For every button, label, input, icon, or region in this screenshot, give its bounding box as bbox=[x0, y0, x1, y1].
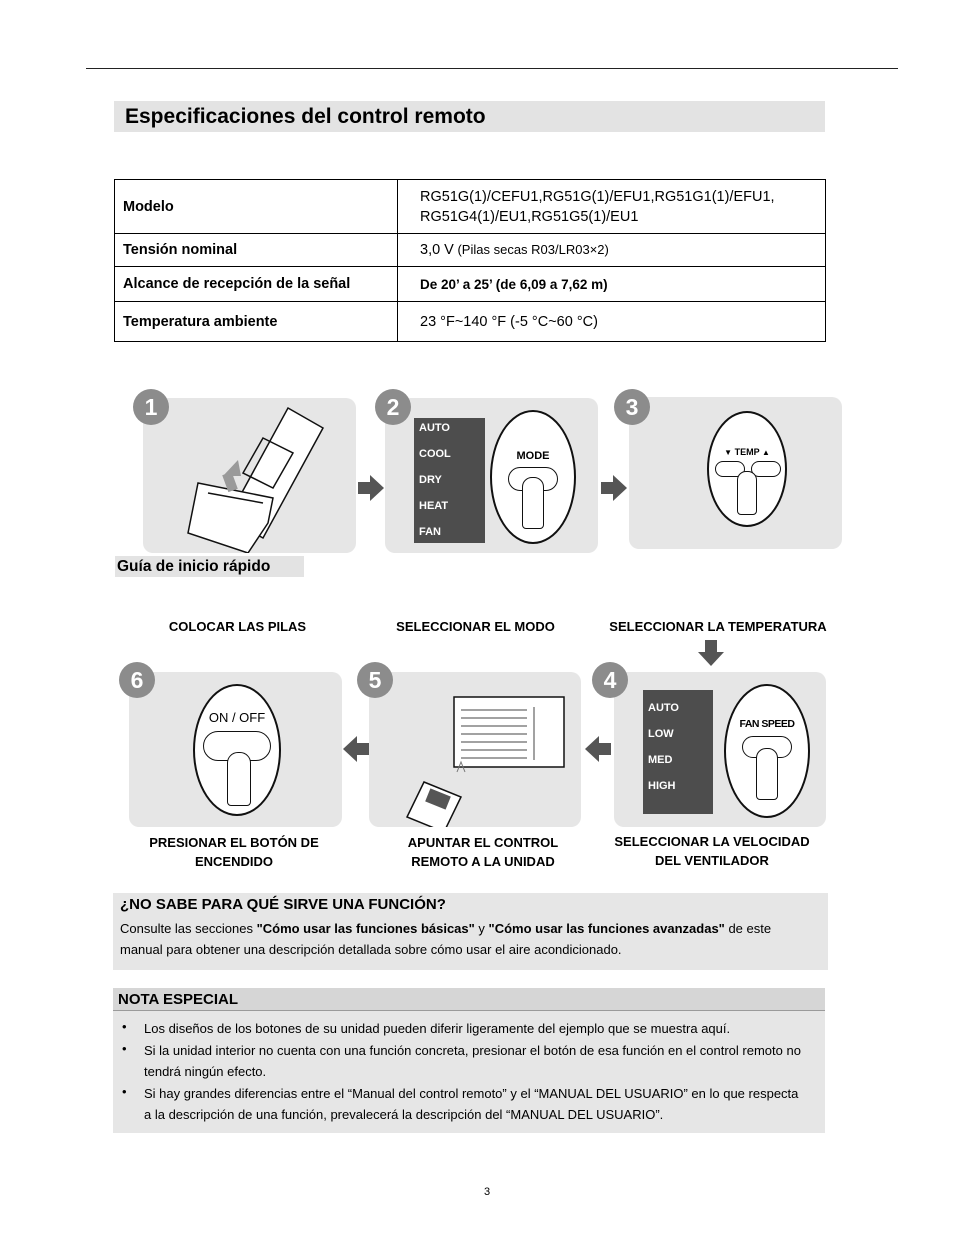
note-box bbox=[113, 988, 825, 1133]
arrow-left-icon bbox=[585, 736, 599, 762]
temp-down-icon: ▼ bbox=[724, 448, 733, 457]
step-badge: 6 bbox=[119, 662, 155, 698]
speed-high: HIGH bbox=[648, 780, 676, 792]
spec-label: Modelo bbox=[115, 180, 398, 234]
mode-cool: COOL bbox=[419, 448, 451, 460]
step-1-panel bbox=[143, 398, 356, 553]
info-title: ¿NO SABE PARA QUÉ SIRVE UNA FUNCIÓN? bbox=[120, 896, 446, 913]
mode-list bbox=[414, 418, 485, 543]
info-text-part: y bbox=[474, 921, 489, 936]
step-4-caption bbox=[598, 832, 826, 870]
table-row bbox=[115, 267, 826, 302]
list-item bbox=[119, 1083, 809, 1126]
mode-fan: FAN bbox=[419, 526, 441, 538]
arrow-left-icon bbox=[343, 736, 357, 762]
step-6-panel bbox=[129, 672, 342, 827]
step-2-caption: SELECCIONAR EL MODO bbox=[396, 619, 555, 634]
step-badge: 2 bbox=[375, 389, 411, 425]
top-rule bbox=[86, 68, 898, 69]
guide-title: Guía de inicio rápido bbox=[115, 556, 304, 577]
spec-value bbox=[398, 180, 826, 234]
bullet-icon: • bbox=[122, 1083, 127, 1099]
finger-icon bbox=[227, 752, 251, 806]
note-title: NOTA ESPECIAL bbox=[118, 991, 239, 1008]
bullet-icon: • bbox=[122, 1040, 127, 1056]
caption-line: ENCENDIDO bbox=[194, 854, 273, 869]
info-text-part: de este manual para obtener una descripción detallada sobre cómo usar el aire acondicionado. bbox=[120, 921, 772, 957]
mode-oval bbox=[490, 410, 576, 544]
speed-auto: AUTO bbox=[648, 702, 679, 714]
finger-icon bbox=[737, 471, 757, 515]
speed-med: MED bbox=[648, 754, 673, 766]
finger-icon bbox=[756, 748, 778, 800]
temp-button-label: TEMP bbox=[734, 447, 760, 457]
spec-value: De 20’ a 25’ (de 6,09 a 7,62 m) bbox=[398, 267, 826, 302]
step-4-panel bbox=[614, 672, 826, 827]
info-text-part: Consulte las secciones bbox=[120, 921, 257, 936]
caption-line: DEL VENTILADOR bbox=[655, 853, 769, 868]
spec-value-line: RG51G(1)/CEFU1,RG51G(1)/EFU1,RG51G1(1)/EFU1, bbox=[420, 188, 775, 205]
battery-remote-illustration bbox=[143, 398, 356, 553]
arrow-right-icon bbox=[613, 475, 627, 501]
caption-line: SELECCIONAR LA VELOCIDAD bbox=[614, 834, 810, 849]
arrow-down-icon bbox=[698, 652, 724, 666]
table-row bbox=[115, 234, 826, 267]
step-badge: 1 bbox=[133, 389, 169, 425]
mode-heat: HEAT bbox=[419, 500, 449, 512]
mode-dry: DRY bbox=[419, 474, 442, 486]
step-5-caption bbox=[383, 833, 583, 871]
table-row bbox=[115, 302, 826, 342]
step-3-caption: SELECCIONAR LA TEMPERATURA bbox=[609, 619, 827, 634]
spec-value-detail: (Pilas secas R03/LR03×2) bbox=[453, 242, 609, 257]
caption-line: PRESIONAR EL BOTÓN DE bbox=[149, 835, 319, 850]
step-6-caption bbox=[134, 833, 334, 871]
note-list bbox=[119, 1018, 809, 1126]
arrow-right-icon bbox=[370, 475, 384, 501]
finger-icon bbox=[522, 477, 544, 529]
spec-value-main: 3,0 V bbox=[420, 242, 454, 258]
info-link-basic: "Cómo usar las funciones básicas" bbox=[256, 921, 475, 936]
note-header bbox=[113, 988, 825, 1011]
caption-line: APUNTAR EL CONTROL bbox=[407, 835, 559, 850]
info-box bbox=[113, 893, 828, 970]
step-badge: 4 bbox=[592, 662, 628, 698]
step-3-panel bbox=[629, 397, 842, 549]
spec-value bbox=[398, 234, 826, 267]
note-text: Los diseños de los botones de su unidad pueden diferir ligeramente del ejemplo que se muestra aquí. bbox=[144, 1021, 731, 1036]
spec-label: Tensión nominal bbox=[115, 234, 398, 267]
spec-label: Alcance de recepción de la señal bbox=[115, 267, 398, 302]
spec-label: Temperatura ambiente bbox=[115, 302, 398, 342]
speed-low: LOW bbox=[648, 728, 674, 740]
page-number: 3 bbox=[483, 1186, 491, 1198]
step-badge: 5 bbox=[357, 662, 393, 698]
fan-speed-button-label: FAN SPEED bbox=[739, 718, 795, 730]
section-title: Especificaciones del control remoto bbox=[114, 101, 825, 132]
list-item bbox=[119, 1040, 809, 1083]
mode-auto: AUTO bbox=[419, 422, 450, 434]
spec-value: 23 °F~140 °F (-5 °C~60 °C) bbox=[398, 302, 826, 342]
temp-up-icon: ▲ bbox=[761, 448, 770, 457]
note-text: Si la unidad interior no cuenta con una función concreta, presionar el botón de esa función en el control remoto no tendrá ningún efecto. bbox=[144, 1042, 801, 1079]
step-1-caption: COLOCAR LAS PILAS bbox=[168, 619, 307, 634]
temp-row bbox=[709, 447, 785, 457]
spec-value-line: RG51G4(1)/EU1,RG51G5(1)/EU1 bbox=[420, 208, 639, 225]
temp-oval bbox=[707, 411, 787, 527]
info-text bbox=[120, 918, 815, 960]
air-conditioner-illustration bbox=[369, 672, 581, 827]
list-item bbox=[119, 1018, 809, 1040]
step-badge: 3 bbox=[614, 389, 650, 425]
bullet-icon: • bbox=[122, 1019, 127, 1034]
power-button-label: ON / OFF bbox=[208, 710, 266, 725]
specs-table bbox=[114, 179, 826, 342]
table-row bbox=[115, 180, 826, 234]
mode-button-label: MODE bbox=[516, 450, 550, 462]
fan-speed-oval bbox=[724, 684, 810, 818]
fan-speed-list bbox=[643, 690, 713, 814]
info-link-advanced: "Cómo usar las funciones avanzadas" bbox=[488, 921, 725, 936]
caption-line: REMOTO A LA UNIDAD bbox=[411, 854, 555, 869]
step-2-panel bbox=[385, 398, 598, 553]
step-5-panel bbox=[369, 672, 581, 827]
note-text: Si hay grandes diferencias entre el “Manual del control remoto” y el “MANUAL DEL USUARIO” en lo que respecta a la descripción de una función, prevalecerá la descripción del “MANUAL DEL USUARIO”. bbox=[144, 1085, 799, 1122]
power-oval bbox=[193, 684, 281, 816]
